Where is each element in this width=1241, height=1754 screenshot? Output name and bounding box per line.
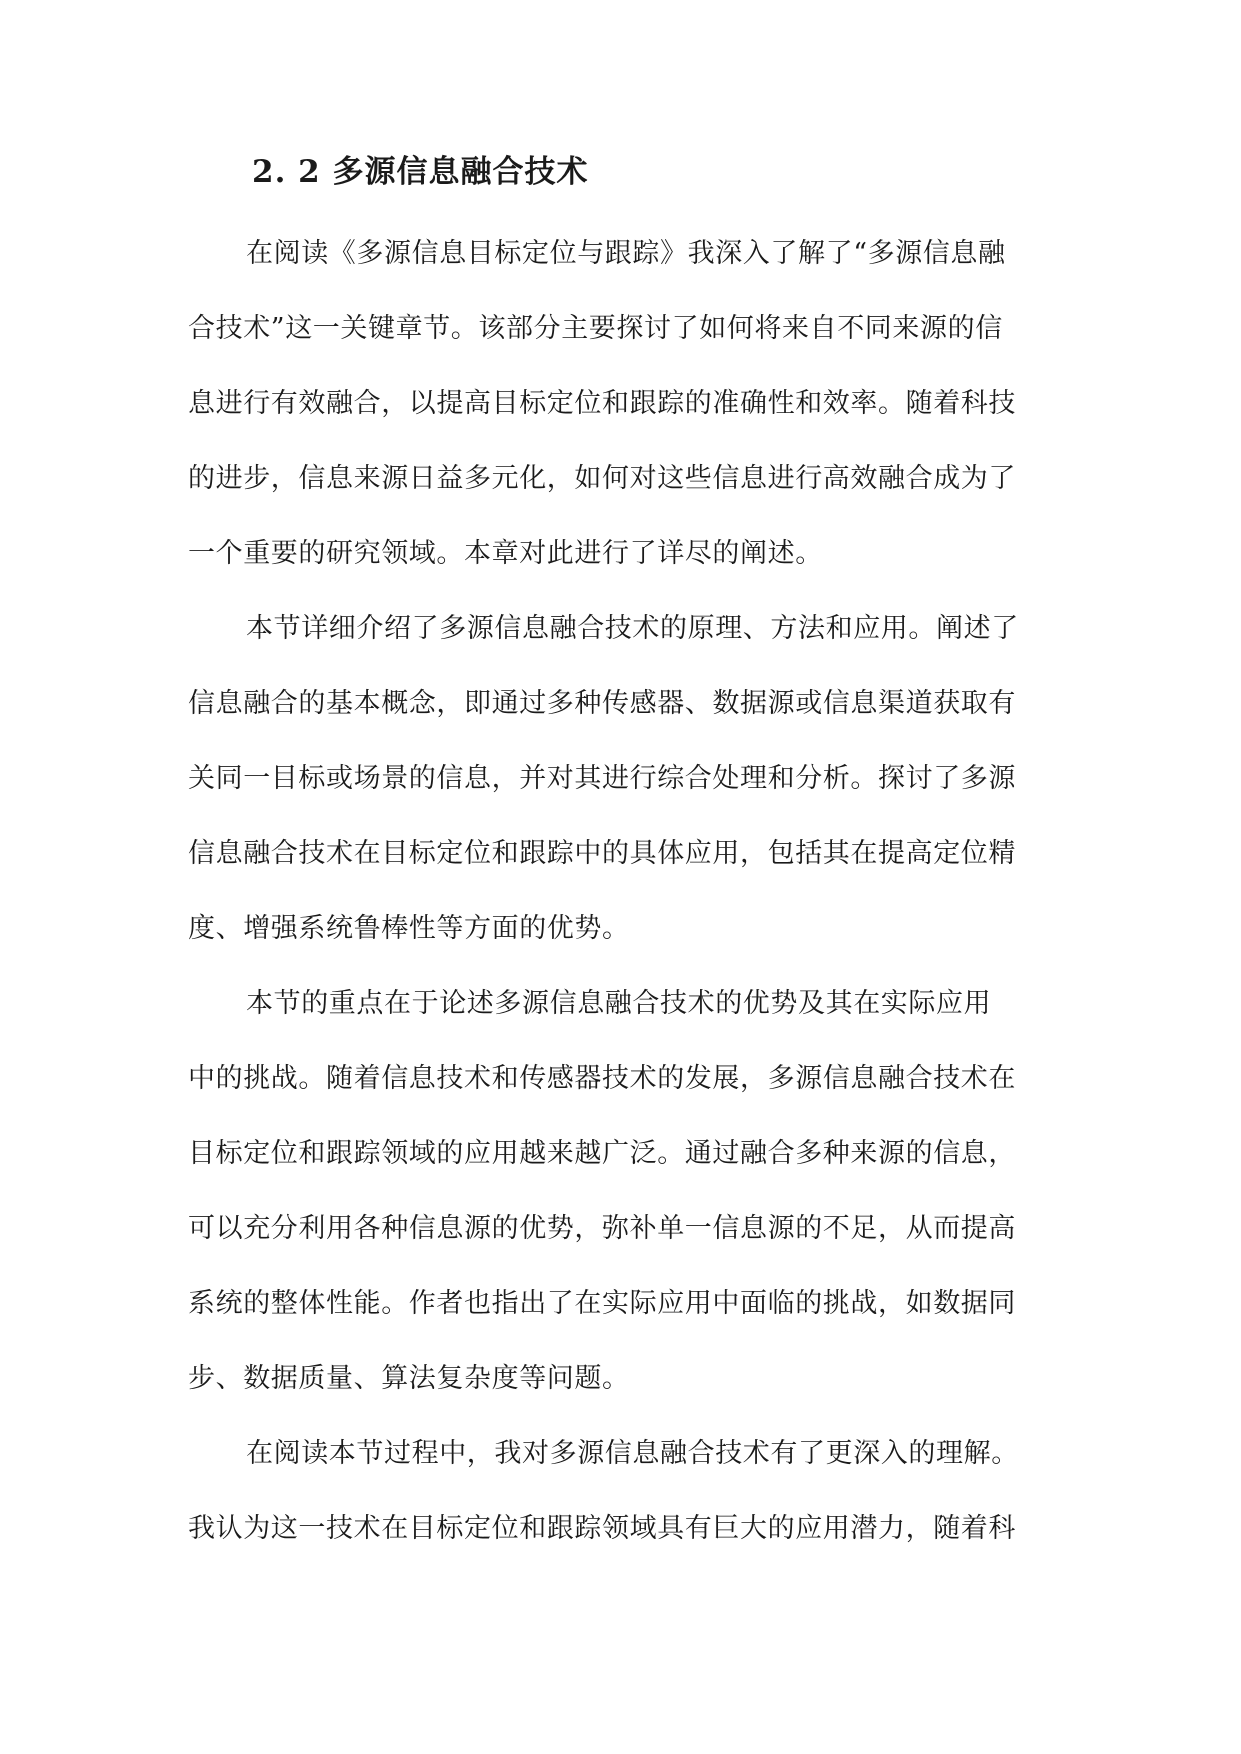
text-line: 一个重要的研究领域。本章对此进行了详尽的阐述。 [188,538,823,569]
text-line: 度、增强系统鲁棒性等方面的优势。 [188,913,630,944]
text-line: 合技术”这一关键章节。该部分主要探讨了如何将来自不同来源的信 [188,313,1003,344]
text-line: 在阅读本节过程中，我对多源信息融合技术有了更深入的理解。 [246,1438,1019,1469]
text-line: 的进步，信息来源日益多元化，如何对这些信息进行高效融合成为了 [188,463,1016,494]
text-line: 息进行有效融合，以提高目标定位和跟踪的准确性和效率。随着科技 [188,388,1016,419]
text-line: 信息融合技术在目标定位和跟踪中的具体应用，包括其在提高定位精 [188,838,1016,869]
section-heading: 2. 2 多源信息融合技术 [252,154,589,190]
text-line: 本节的重点在于论述多源信息融合技术的优势及其在实际应用 [246,988,992,1019]
body-text [188,230,1068,1580]
text-line: 信息融合的基本概念，即通过多种传感器、数据源或信息渠道获取有 [188,688,1016,719]
text-line: 本节详细介绍了多源信息融合技术的原理、方法和应用。阐述了 [246,613,1019,644]
text-line: 中的挑战。随着信息技术和传感器技术的发展，多源信息融合技术在 [188,1063,1016,1094]
text-line: 步、数据质量、算法复杂度等问题。 [188,1363,630,1394]
text-line: 可以充分利用各种信息源的优势，弥补单一信息源的不足，从而提高 [188,1213,1016,1244]
text-line: 目标定位和跟踪领域的应用越来越广泛。通过融合多种来源的信息， [188,1138,1016,1169]
text-line: 关同一目标或场景的信息，并对其进行综合处理和分析。探讨了多源 [188,763,1016,794]
text-line: 我认为这一技术在目标定位和跟踪领域具有巨大的应用潜力，随着科 [188,1513,1016,1544]
text-line: 在阅读《多源信息目标定位与跟踪》我深入了解了“多源信息融 [246,238,1006,269]
text-line: 系统的整体性能。作者也指出了在实际应用中面临的挑战，如数据同 [188,1288,1016,1319]
